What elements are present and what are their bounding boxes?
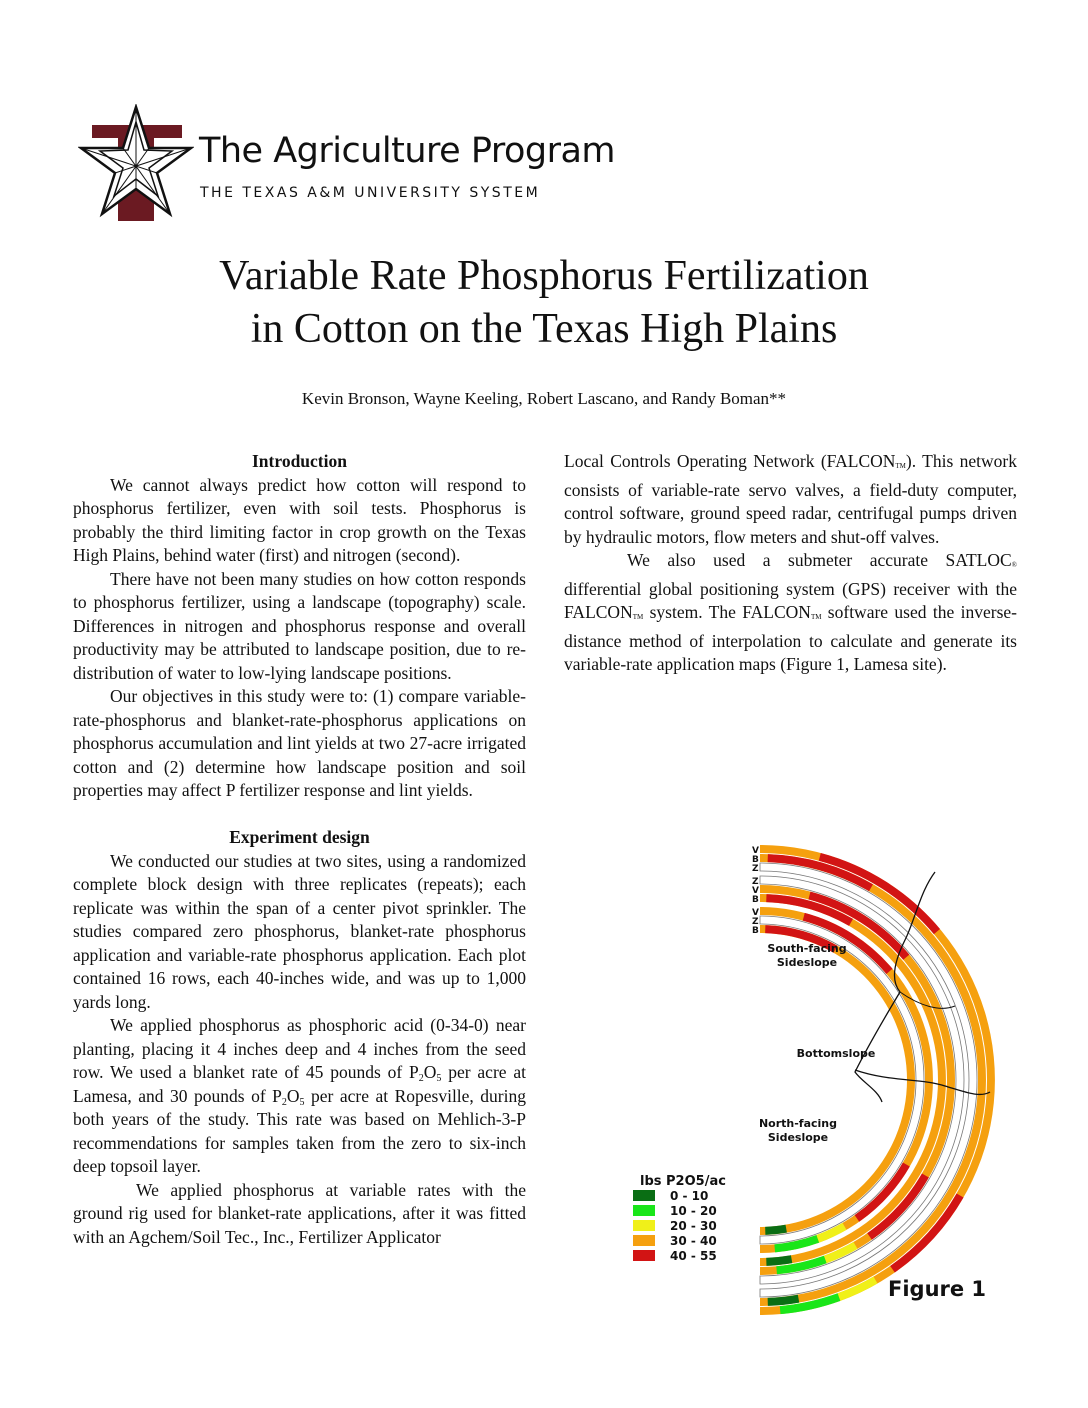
legend-label: 20 - 30 bbox=[670, 1219, 717, 1233]
legend-swatch bbox=[633, 1250, 655, 1261]
low-rate-segment bbox=[766, 1255, 792, 1266]
program-subtitle: THE TEXAS A&M UNIVERSITY SYSTEM bbox=[200, 185, 541, 201]
treatment-letter: Z bbox=[752, 864, 759, 874]
figure-1 bbox=[600, 780, 1020, 1320]
treatment-letter: V bbox=[752, 908, 759, 918]
treatment-letter: V bbox=[752, 886, 759, 896]
low-rate-segment bbox=[765, 1225, 787, 1235]
introduction-heading: Introduction bbox=[252, 451, 347, 471]
application-rate-map bbox=[600, 780, 1020, 1320]
treatment-letter: B bbox=[752, 895, 759, 905]
right-column bbox=[564, 450, 1017, 677]
south-facing-label-2: Sideslope bbox=[776, 956, 838, 969]
introduction-paragraph-1: We cannot always predict how cotton will respond to phosphorus fertilizer, even with soil tests. Phosphorus is probably the third limiting factor in crop growth on the Texas High Plains, behind water (first) and nitrogen (second). bbox=[73, 474, 526, 565]
legend-title: lbs P2O5/ac bbox=[640, 1174, 726, 1189]
south-facing-label-1: South-facing bbox=[767, 942, 847, 955]
gps-paragraph: We also used a submeter accurate SATLOC® differential global positioning system (GPS) receiver with the FALCONTM system. The FALCONTM software used the inverse-distance method of interpolation to calculate and generate its variable-rate application maps (Figure 1, Lamesa site). bbox=[564, 550, 1017, 674]
treatment-letter: B bbox=[752, 926, 759, 936]
paper-title bbox=[120, 250, 968, 356]
north-facing-label-2: Sideslope bbox=[767, 1131, 829, 1144]
legend bbox=[633, 1189, 717, 1263]
legend-swatch bbox=[633, 1235, 655, 1246]
author-list: Kevin Bronson, Wayne Keeling, Robert Lascano, and Randy Boman** bbox=[301, 389, 787, 408]
treatment-letters bbox=[752, 846, 759, 936]
legend-label: 30 - 40 bbox=[670, 1234, 717, 1248]
legend-swatch bbox=[633, 1190, 655, 1201]
legend-label: 40 - 55 bbox=[670, 1249, 717, 1263]
paper-title-line2: in Cotton on the Texas High Plains bbox=[250, 306, 838, 352]
legend-swatch bbox=[633, 1220, 655, 1231]
field-plot-bands bbox=[760, 845, 995, 1315]
introduction-paragraph-2: There have not been many studies on how cotton responds to phosphorus fertilizer, using a landscape (topography) scale. Differences in nitrogen and phosphorus response and overall productivity may be attributed to landscape position, due to re-distribution of water to low-lying landscape positions. bbox=[73, 568, 526, 683]
experiment-paragraph-3: We applied phosphorus at variable rates with the ground rig used for blanket-rate applications, after it was fitted with an Agchem/Soil Tec., Inc., Fertilizer Applicator bbox=[73, 1179, 526, 1247]
treatment-letter: Z bbox=[752, 877, 759, 887]
agriculture-program-logo bbox=[78, 104, 623, 224]
legend-swatch bbox=[633, 1205, 655, 1216]
program-name: The Agriculture Program bbox=[199, 131, 616, 171]
left-column bbox=[73, 450, 526, 1249]
experiment-paragraph-1: We conducted our studies at two sites, using a randomized complete block design with three replicates (repeats); each replicate was within the span of a center pivot sprinkler. The studies compared zero phosphorus, blanket-rate phosphorus application and variable-rate phosphorus application. Each plot contained 16 rows, each 40-inches wide, and was up to 1,000 yards long. bbox=[73, 850, 526, 1012]
figure-caption: Figure 1 bbox=[888, 1277, 987, 1301]
legend-label: 10 - 20 bbox=[670, 1204, 717, 1218]
paper-title-line1: Variable Rate Phosphorus Fertilization bbox=[219, 253, 869, 299]
bottomslope-label: Bottomslope bbox=[796, 1047, 876, 1060]
treatment-letter: V bbox=[752, 846, 759, 856]
experiment-design-heading: Experiment design bbox=[229, 827, 370, 847]
legend-label: 0 - 10 bbox=[670, 1189, 709, 1203]
treatment-letter: B bbox=[752, 855, 759, 865]
experiment-paragraph-2: We applied phosphorus as phosphoric acid (0-34-0) near planting, placing it 4 inches deep and 4 inches from the seed row. We used a blanket rate of 45 pounds of $P_2O_5$ per acre at Lamesa, and 30 pounds of $P_2O_5$ per acre at Ropesville, during both years of the study. This rate was based on Mehlich-3-P recommendations for samples taken from the zero to six-inch deep topsoil layer. bbox=[73, 1015, 526, 1176]
introduction-paragraph-3: Our objectives in this study were to: (1) compare variable-rate-phosphorus and blanket-rate-phosphorus applications on phosphorus accumulation and lint yields at two 27-acre irrigated cotton and (2) determine how landscape position and soil properties may affect P fertilizer response and lint yields. bbox=[73, 686, 526, 800]
texas-star-logo-icon bbox=[78, 104, 194, 224]
north-facing-label-1: North-facing bbox=[758, 1117, 838, 1130]
falcon-paragraph: Local Controls Operating Network (FALCONTM). This network consists of variable-rate servo valves, a field-duty computer, control software, ground speed radar, centrifugal pumps driven by hydraulic motors, flow meters and shut-off valves. bbox=[564, 451, 1017, 547]
treatment-letter: Z bbox=[752, 917, 759, 927]
